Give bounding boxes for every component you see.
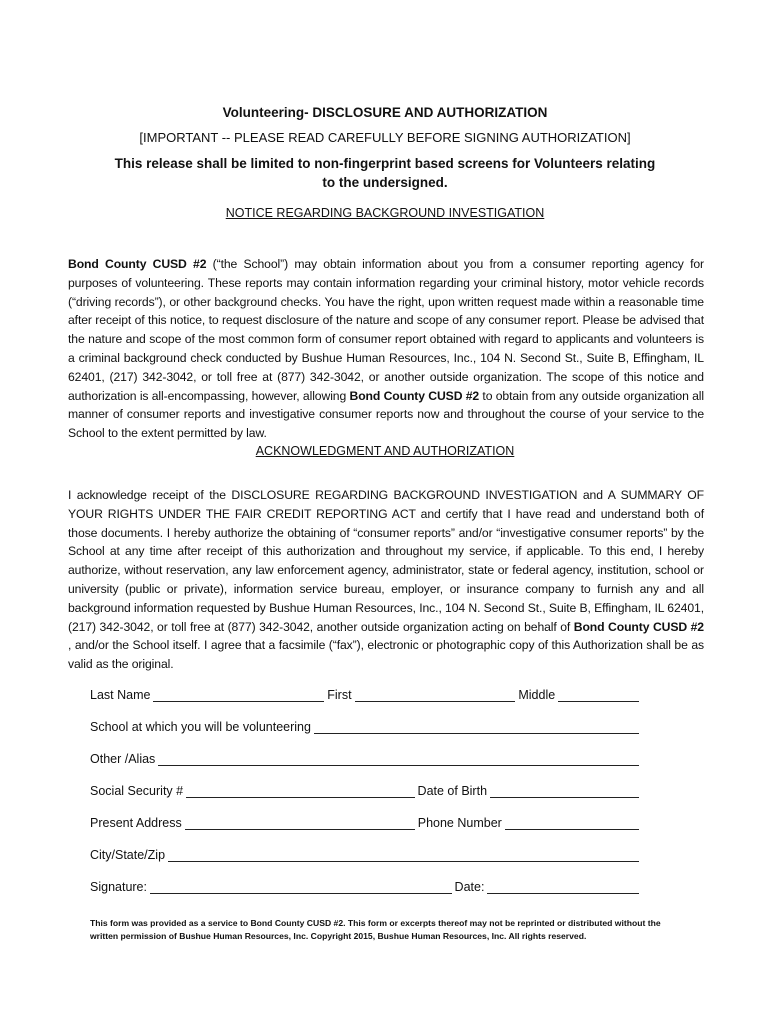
notice-heading: NOTICE REGARDING BACKGROUND INVESTIGATION — [225, 206, 545, 220]
alias-row — [90, 748, 642, 766]
ack-org-name: Bond County CUSD #2 — [573, 619, 704, 634]
first-name-label: First — [327, 688, 352, 702]
notice-text-b: to obtain from any outside organization all manner of consumer reports and investigative consumer reports now and throughout the course of your service to the School to the extent permitted by law. — [68, 388, 704, 441]
alias-field[interactable] — [158, 752, 639, 766]
ssn-label: Social Security # — [90, 784, 184, 798]
ssn-field[interactable] — [186, 784, 414, 798]
notice-paragraph — [68, 255, 704, 443]
ack-paragraph — [68, 486, 704, 674]
ack-text-a: I acknowledge receipt of the DISCLOSURE REGARDING BACKGROUND INVESTIGATION and A SUMMARY OF YOUR RIGHTS UNDER THE FAIR CREDIT REPORTING ACT and certify that I have read and understand both of those documents. I hereby authorize the obtaining of “consumer reports” and/or “investigative consumer reports” by the School at any time after receipt of this authorization and throughout my service, if applicable. To this end, I hereby authorize, without reservation, any law enforcement agency, administrator, state or federal agency, institution, school or university (public or private), information service bureau, employer, or insurance company to furnish any and all background information requested by Bushue Human Resources, Inc., 104 N. Second St., Suite B, Effingham, IL 62401, (217) 342-3042, or toll free at (877) 342-3042, another outside organization acting on behalf of — [68, 488, 704, 634]
school-field[interactable] — [314, 720, 639, 734]
signature-label: Signature: — [90, 880, 147, 894]
last-name-label: Last Name — [90, 688, 151, 702]
school-row — [90, 716, 642, 734]
address-label: Present Address — [90, 816, 182, 830]
alias-label: Other /Alias — [90, 752, 156, 766]
ack-text-b: , and/or the School itself. I agree that a facsimile (“fax”), electronic or photographic copy of this Authorization shall be as valid as the original. — [68, 638, 704, 672]
release-limitation: This release shall be limited to non-fingerprint based screens for Volunteers relating to the undersigned. — [114, 156, 656, 190]
document-title: Volunteering- DISCLOSURE AND AUTHORIZATION — [222, 105, 548, 120]
middle-name-label: Middle — [518, 688, 556, 702]
ack-heading: ACKNOWLEDGMENT AND AUTHORIZATION — [255, 444, 515, 458]
notice-text-a: (“the School”) may obtain information about you from a consumer reporting agency for purposes of volunteering. These reports may contain information regarding your criminal history, motor vehicle records (“driving records”), or other background checks. You have the right, upon written request made within a reasonable time after receipt of this notice, to request disclosure of the nature and scope of any consumer report. Please be advised that the nature and scope of the most common form of consumer report obtained with regard to applicants and volunteers is a criminal background check conducted by Bushue Human Resources, Inc., 104 N. Second St., Suite B, Effingham, IL 62401, (217) 342-3042, or toll free at (877) 342-3042, or another outside organization. The scope of this notice and authorization is all-encompassing, however, allowing — [68, 257, 704, 403]
city-row — [90, 844, 642, 862]
copyright-footer: This form was provided as a service to Bond County CUSD #2. This form or excerpts thereof may not be reprinted or distributed without the written permission of Bushue Human Resources, Inc. Copyright 2015, Bushue Human Resources, Inc. All rights reserved. — [90, 918, 661, 941]
last-name-field[interactable] — [153, 688, 324, 702]
ssn-row — [90, 780, 642, 798]
date-label: Date: — [454, 880, 485, 894]
phone-field[interactable] — [505, 816, 639, 830]
first-name-field[interactable] — [355, 688, 516, 702]
signature-row — [90, 876, 642, 894]
city-field[interactable] — [168, 848, 639, 862]
dob-label: Date of Birth — [417, 784, 488, 798]
date-field[interactable] — [487, 880, 639, 894]
phone-label: Phone Number — [417, 816, 502, 830]
city-label: City/State/Zip — [90, 848, 166, 862]
name-row — [90, 684, 642, 702]
middle-name-field[interactable] — [558, 688, 639, 702]
org-name: Bond County CUSD #2 — [68, 257, 207, 271]
org-name-2: Bond County CUSD #2 — [349, 388, 480, 403]
important-notice: [IMPORTANT -- PLEASE READ CAREFULLY BEFORE SIGNING AUTHORIZATION] — [139, 130, 631, 145]
address-field[interactable] — [185, 816, 415, 830]
signature-field[interactable] — [150, 880, 452, 894]
school-label: School at which you will be volunteering — [90, 720, 311, 734]
dob-field[interactable] — [490, 784, 639, 798]
address-row — [90, 812, 642, 830]
